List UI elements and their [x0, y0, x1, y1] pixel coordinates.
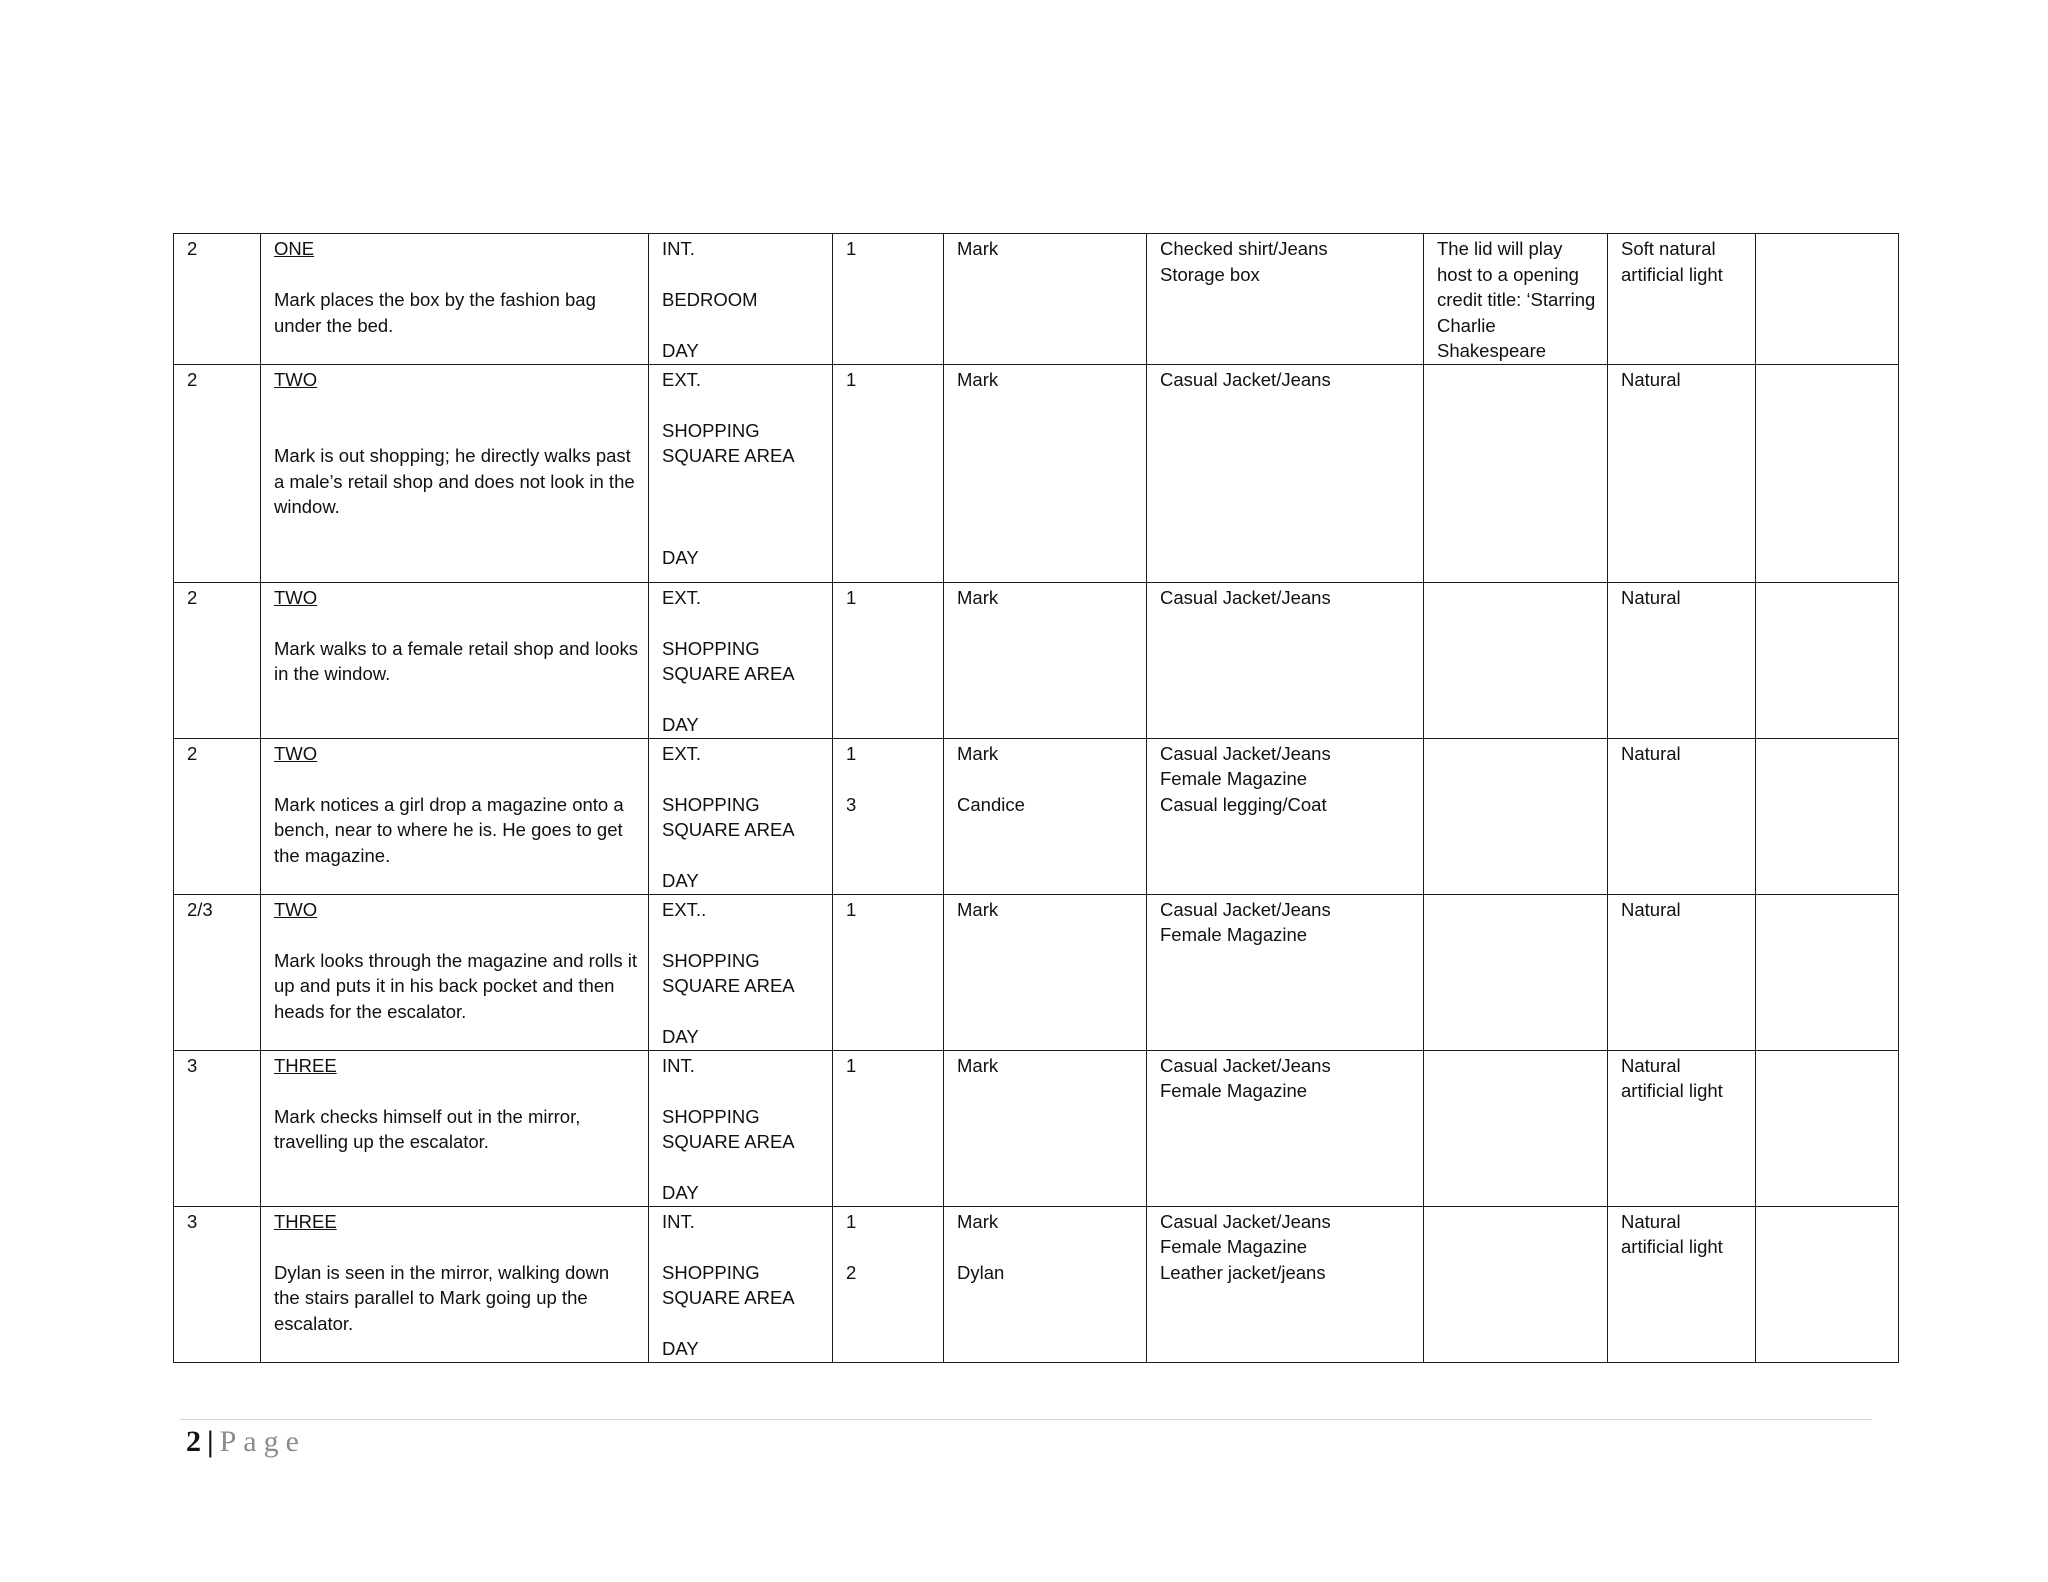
page-number: 2: [186, 1425, 201, 1458]
shoot-day-text: 3: [187, 1210, 198, 1232]
location-text: EXT.. SHOPPING SQUARE AREA DAY: [662, 898, 795, 1047]
costume-props-text: Casual Jacket/Jeans: [1160, 368, 1331, 390]
scene-description: Dylan is seen in the mirror, walking down the stairs parallel to Mark going up the escalator.: [274, 1261, 610, 1334]
cast-number-cell: [833, 582, 944, 738]
notes-text: [1424, 1051, 1607, 1053]
table-row: [174, 364, 1899, 582]
costume-props-cell: [1147, 234, 1424, 365]
notes-cell: [1424, 894, 1608, 1050]
lighting-cell: [1608, 582, 1756, 738]
scene-description: Mark looks through the magazine and rolls it up and puts it in his back pocket and then heads for the escalator.: [274, 949, 637, 1022]
shoot-day-cell: [174, 234, 261, 365]
cast-name-text: Mark: [957, 898, 999, 920]
shoot-day-cell: [174, 364, 261, 582]
scene-cell: [261, 364, 649, 582]
shoot-day-text: 2: [187, 586, 198, 608]
cast-name-text: Mark: [957, 1054, 999, 1076]
costume-props-cell: [1147, 364, 1424, 582]
shoot-day-cell: [174, 894, 261, 1050]
cast-number-text: 1: [846, 238, 857, 259]
page-footer: [186, 1422, 306, 1462]
cast-name-text: Mark: [957, 238, 999, 259]
cast-name-cell: [944, 234, 1147, 365]
scene-description: Mark notices a girl drop a magazine onto a bench, near to where he is. He goes to get the magazine.: [274, 793, 624, 866]
cast-name-cell: [944, 364, 1147, 582]
costume-props-text: Casual Jacket/Jeans Female Magazine: [1160, 1054, 1331, 1101]
scene-title: THREE: [274, 1210, 337, 1232]
lighting-cell: [1608, 364, 1756, 582]
page-word: Page: [219, 1425, 306, 1458]
notes-text: [1424, 1207, 1607, 1209]
notes-cell: [1424, 1206, 1608, 1362]
table-row: [174, 582, 1899, 738]
shoot-day-cell: [174, 582, 261, 738]
extra-text: [1756, 234, 1898, 236]
scene-description: Mark checks himself out in the mirror, travelling up the escalator.: [274, 1105, 581, 1152]
extra-cell: [1756, 738, 1899, 894]
scene-description: Mark walks to a female retail shop and looks in the window.: [274, 637, 639, 684]
lighting-text: Natural: [1621, 742, 1681, 764]
extra-cell: [1756, 234, 1899, 365]
notes-text: [1424, 895, 1607, 897]
cast-number-cell: [833, 894, 944, 1050]
lighting-cell: [1608, 234, 1756, 365]
costume-props-text: Casual Jacket/Jeans Female Magazine Casual legging/Coat: [1160, 742, 1331, 815]
extra-cell: [1756, 894, 1899, 1050]
costume-props-text: Casual Jacket/Jeans Female Magazine: [1160, 898, 1331, 945]
location-cell: [649, 894, 833, 1050]
shoot-day-cell: [174, 738, 261, 894]
cast-number-cell: [833, 1206, 944, 1362]
lighting-text: Natural: [1621, 898, 1681, 920]
lighting-cell: [1608, 894, 1756, 1050]
scene-cell: [261, 1050, 649, 1206]
costume-props-cell: [1147, 1050, 1424, 1206]
notes-cell: [1424, 364, 1608, 582]
costume-props-cell: [1147, 738, 1424, 894]
scene-title: TWO: [274, 586, 318, 608]
cast-name-cell: [944, 1206, 1147, 1362]
location-text: INT. SHOPPING SQUARE AREA DAY: [662, 1054, 795, 1203]
location-cell: [649, 738, 833, 894]
cast-number-cell: [833, 234, 944, 365]
extra-cell: [1756, 582, 1899, 738]
table-row: [174, 1206, 1899, 1362]
shoot-day-text: 3: [187, 1054, 198, 1076]
shoot-day-text: 2: [187, 742, 198, 764]
extra-cell: [1756, 1206, 1899, 1362]
scene-description: Mark places the box by the fashion bag under the bed.: [274, 289, 596, 336]
shoot-day-text: 2: [187, 238, 198, 259]
cast-name-cell: [944, 582, 1147, 738]
cast-name-cell: [944, 738, 1147, 894]
location-text: EXT. SHOPPING SQUARE AREA DAY: [662, 586, 795, 735]
costume-props-text: Casual Jacket/Jeans Female Magazine Leather jacket/jeans: [1160, 1210, 1331, 1283]
notes-text: [1424, 739, 1607, 741]
location-text: EXT. SHOPPING SQUARE AREA DAY: [662, 742, 795, 891]
extra-text: [1756, 1207, 1898, 1209]
extra-text: [1756, 365, 1898, 367]
location-cell: [649, 234, 833, 365]
scene-cell: [261, 1206, 649, 1362]
extra-text: [1756, 1051, 1898, 1053]
cast-number-text: 1: [846, 1054, 857, 1076]
notes-text: [1424, 583, 1607, 585]
cast-number-cell: [833, 364, 944, 582]
notes-cell: [1424, 582, 1608, 738]
costume-props-text: Casual Jacket/Jeans: [1160, 586, 1331, 608]
location-cell: [649, 364, 833, 582]
extra-text: [1756, 739, 1898, 741]
scene-cell: [261, 234, 649, 365]
lighting-text: Natural artificial light: [1621, 1054, 1723, 1101]
extra-text: [1756, 583, 1898, 585]
scene-description: Mark is out shopping; he directly walks past a male’s retail shop and does not look in the window.: [274, 445, 635, 517]
notes-cell: [1424, 1050, 1608, 1206]
table-row: [174, 234, 1899, 365]
extra-cell: [1756, 1050, 1899, 1206]
location-text: INT. BEDROOM DAY: [662, 238, 758, 361]
scene-title: THREE: [274, 1054, 337, 1076]
lighting-cell: [1608, 738, 1756, 894]
cast-number-text: 1 2: [846, 1210, 857, 1283]
shoot-day-cell: [174, 1206, 261, 1362]
location-cell: [649, 1206, 833, 1362]
scene-cell: [261, 582, 649, 738]
costume-props-cell: [1147, 894, 1424, 1050]
cast-name-cell: [944, 894, 1147, 1050]
footer-divider: [180, 1419, 1872, 1420]
lighting-text: Natural artificial light: [1621, 1210, 1723, 1257]
costume-props-text: Checked shirt/Jeans Storage box: [1160, 238, 1328, 285]
scene-cell: [261, 894, 649, 1050]
cast-number-text: 1: [846, 586, 857, 608]
cast-name-text: Mark: [957, 368, 999, 390]
shooting-schedule-table: [173, 233, 1899, 1363]
cast-number-cell: [833, 1050, 944, 1206]
scene-title: ONE: [274, 238, 315, 259]
lighting-text: Soft natural artificial light: [1621, 238, 1723, 285]
table-row: [174, 1050, 1899, 1206]
lighting-cell: [1608, 1206, 1756, 1362]
scene-cell: [261, 738, 649, 894]
scene-title: TWO: [274, 368, 318, 390]
lighting-cell: [1608, 1050, 1756, 1206]
scene-title: TWO: [274, 898, 318, 920]
notes-text: The lid will play host to a opening credit title: ‘Starring Charlie Shakespeare: [1437, 238, 1596, 361]
notes-cell: [1424, 738, 1608, 894]
cast-number-cell: [833, 738, 944, 894]
cast-name-cell: [944, 1050, 1147, 1206]
extra-text: [1756, 895, 1898, 897]
location-cell: [649, 1050, 833, 1206]
shoot-day-text: 2: [187, 368, 198, 390]
lighting-text: Natural: [1621, 586, 1681, 608]
notes-cell: [1424, 234, 1608, 365]
shoot-day-cell: [174, 1050, 261, 1206]
costume-props-cell: [1147, 1206, 1424, 1362]
cast-number-text: 1 3: [846, 742, 857, 815]
cast-name-text: Mark Dylan: [957, 1210, 1005, 1283]
location-text: INT. SHOPPING SQUARE AREA DAY: [662, 1210, 795, 1359]
location-text: EXT. SHOPPING SQUARE AREA DAY: [662, 368, 795, 568]
notes-text: [1424, 365, 1607, 367]
costume-props-cell: [1147, 582, 1424, 738]
scene-title: TWO: [274, 742, 318, 764]
table-row: [174, 738, 1899, 894]
shoot-day-text: 2/3: [187, 898, 213, 920]
location-cell: [649, 582, 833, 738]
cast-name-text: Mark Candice: [957, 742, 1025, 815]
table-row: [174, 894, 1899, 1050]
extra-cell: [1756, 364, 1899, 582]
cast-name-text: Mark: [957, 586, 999, 608]
cast-number-text: 1: [846, 368, 857, 390]
cast-number-text: 1: [846, 898, 857, 920]
lighting-text: Natural: [1621, 368, 1681, 390]
footer-separator: |: [207, 1425, 214, 1458]
